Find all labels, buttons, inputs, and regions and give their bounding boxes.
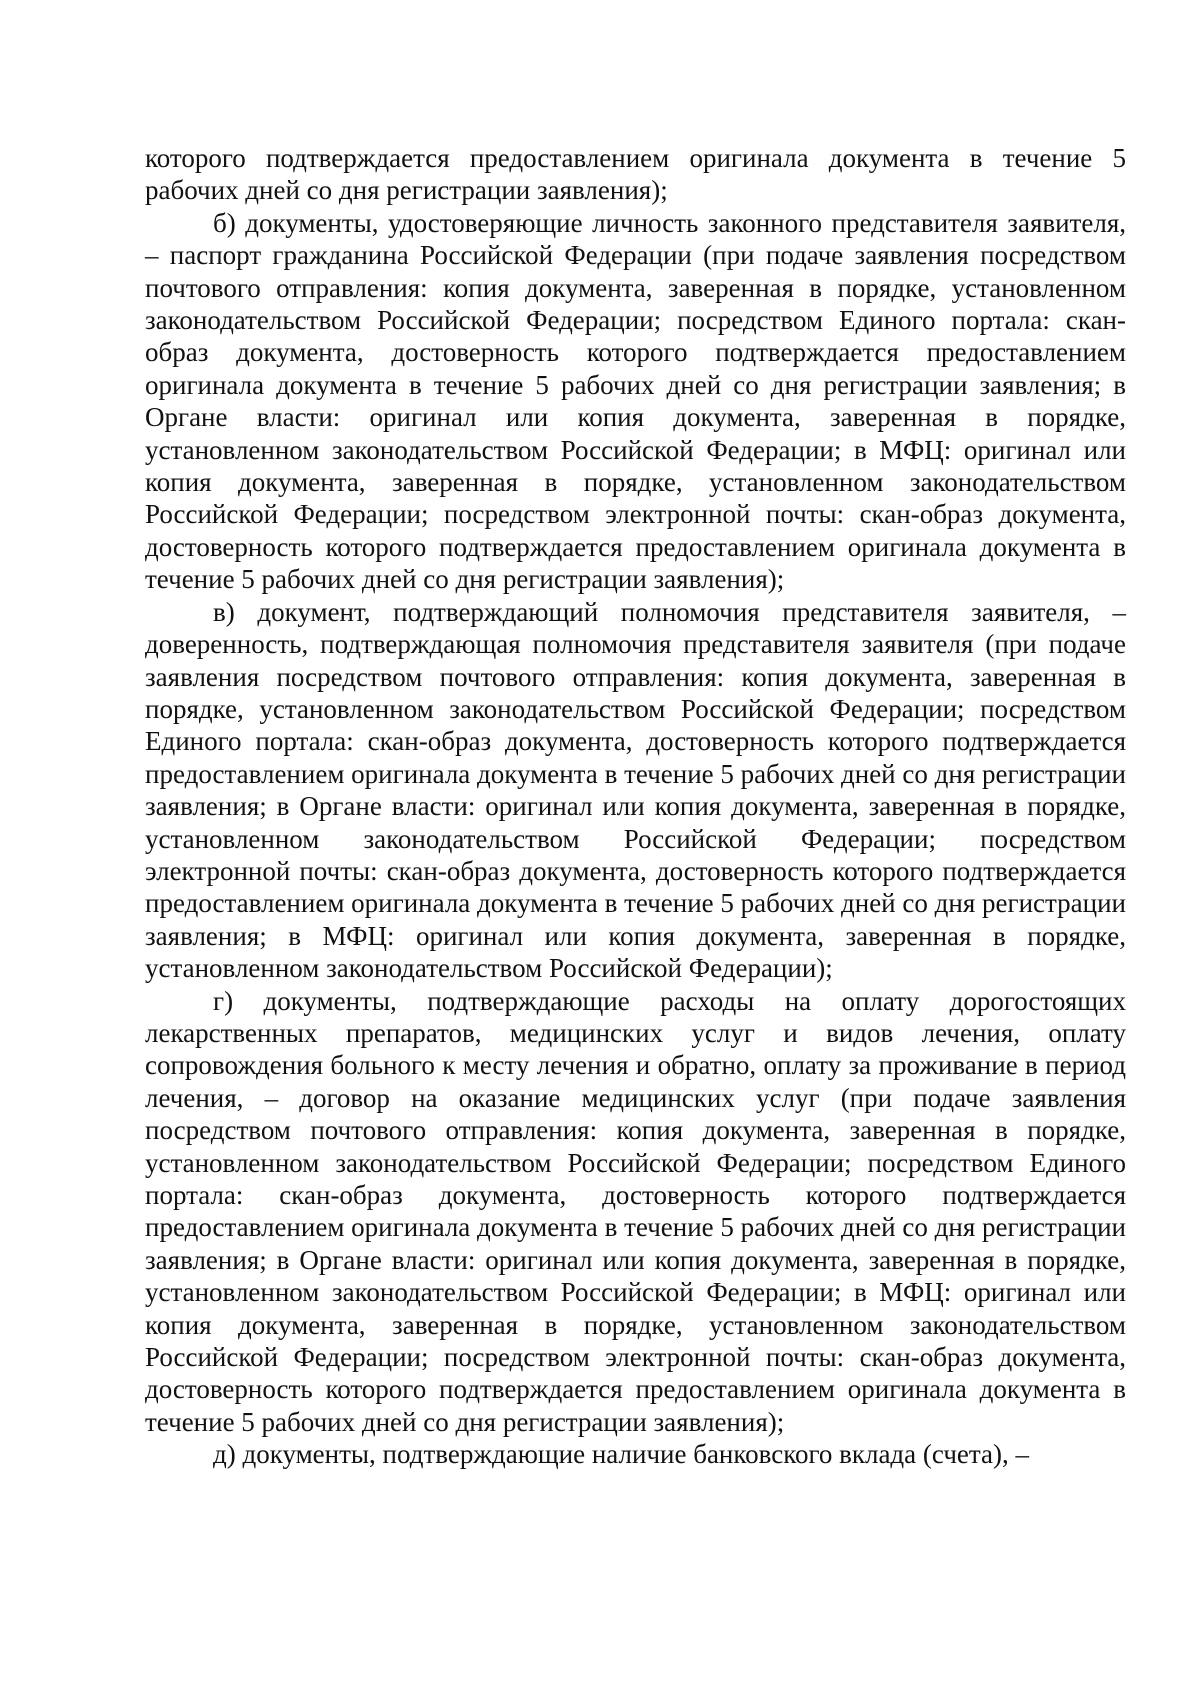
paragraph-item-v: в) документ, подтверждающий полномочия представителя заявителя, – доверенность, подтверждающая полномочия представителя заявителя (при подаче заявления посредством почтового отправления: копия документа, заверенная в порядке, установленном законодательством Российской Федерации; посредством Единого портала: скан-образ документа, достоверность которого подтверждается предоставлением оригинала документа в течение 5 рабочих дней со дня регистрации заявления; в Органе власти: оригинал или копия документа, заверенная в порядке, установленном законодательством Российской Федерации; посредством электронной почты: скан-образ документа, достоверность которого подтверждается предоставлением оригинала документа в течение 5 рабочих дней со дня регистрации заявления; в МФЦ: оригинал или копия документа, заверенная в порядке, установленном законодательством Российской Федерации); (145, 596, 1126, 984)
paragraph-continuation: которого подтверждается предоставлением оригинала документа в течение 5 рабочих дней со дня регистрации заявления); (145, 143, 1126, 206)
paragraph-item-b: б) документы, удостоверяющие личность законного представителя заявителя, – паспорт гражданина Российской Федерации (при подаче заявления посредством почтового отправления: копия документа, заверенная в порядке, установленном законодательством Российской Федерации; посредством Единого портала: скан-образ документа, достоверность которого подтверждается предоставлением оригинала документа в течение 5 рабочих дней со дня регистрации заявления; в Органе власти: оригинал или копия документа, заверенная в порядке, установленном законодательством Российской Федерации; в МФЦ: оригинал или копия документа, заверенная в порядке, установленном законодательством Российской Федерации; посредством электронной почты: скан-образ документа, достоверность которого подтверждается предоставлением оригинала документа в течение 5 рабочих дней со дня регистрации заявления); (145, 207, 1126, 595)
paragraph-item-g: г) документы, подтверждающие расходы на оплату дорогостоящих лекарственных препаратов, медицинских услуг и видов лечения, оплату сопровождения больного к месту лечения и обратно, оплату за проживание в период лечения, – договор на оказание медицинских услуг (при подаче заявления посредством почтового отправления: копия документа, заверенная в порядке, установленном законодательством Российской Федерации; посредством Единого портала: скан-образ документа, достоверность которого подтверждается предоставлением оригинала документа в течение 5 рабочих дней со дня регистрации заявления; в Органе власти: оригинал или копия документа, заверенная в порядке, установленном законодательством Российской Федерации; в МФЦ: оригинал или копия документа, заверенная в порядке, установленном законодательством Российской Федерации; посредством электронной почты: скан-образ документа, достоверность которого подтверждается предоставлением оригинала документа в течение 5 рабочих дней со дня регистрации заявления); (145, 985, 1126, 1437)
document-body (145, 142, 1126, 1471)
paragraph-item-d: д) документы, подтверждающие наличие банковского вклада (счета), – (213, 1439, 1029, 1470)
